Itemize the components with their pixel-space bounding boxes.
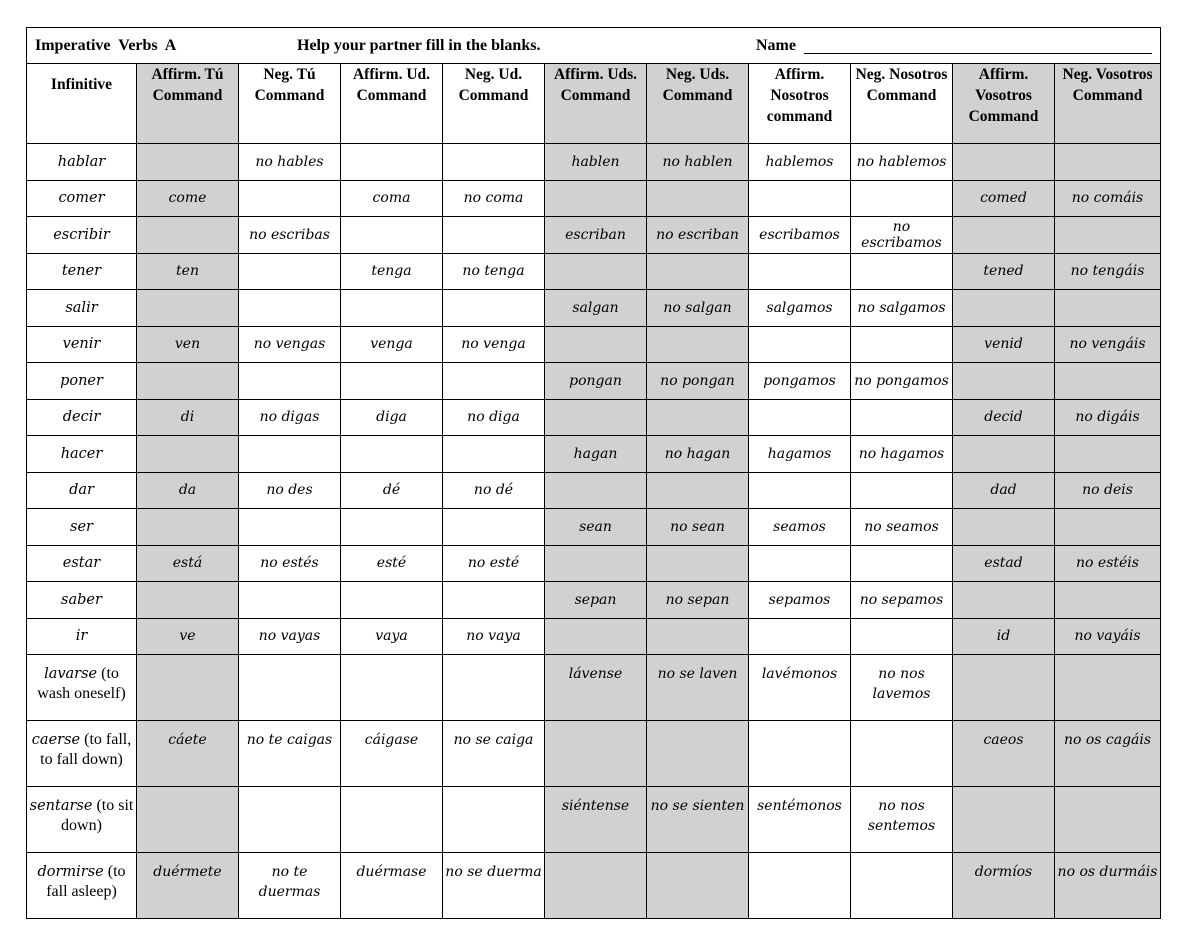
command-cell: no vayáis (1055, 618, 1161, 655)
command-cell[interactable] (545, 399, 647, 436)
command-cell[interactable] (647, 180, 749, 217)
command-cell: no salgan (647, 290, 749, 327)
command-cell: hablen (545, 144, 647, 181)
command-cell[interactable] (851, 180, 953, 217)
command-cell[interactable] (749, 253, 851, 290)
infinitive-cell (27, 217, 137, 254)
command-cell: diga (341, 399, 443, 436)
command-cell: lávense (545, 655, 647, 721)
command-cell[interactable] (647, 399, 749, 436)
command-cell[interactable] (851, 472, 953, 509)
command-cell: no se caiga (443, 721, 545, 787)
command-cell[interactable] (851, 326, 953, 363)
command-cell: salgamos (749, 290, 851, 327)
command-cell: no dé (443, 472, 545, 509)
command-cell: no estés (239, 545, 341, 582)
command-cell: cáigase (341, 721, 443, 787)
command-cell[interactable] (341, 582, 443, 619)
command-cell[interactable] (443, 787, 545, 853)
command-cell: sentémonos (749, 787, 851, 853)
command-cell: estad (953, 545, 1055, 582)
command-cell: no esté (443, 545, 545, 582)
command-cell: di (137, 399, 239, 436)
verb-row (27, 618, 1161, 655)
infinitive-cell (27, 509, 137, 546)
command-cell[interactable] (341, 144, 443, 181)
command-cell[interactable] (851, 618, 953, 655)
command-cell[interactable] (443, 509, 545, 546)
command-cell[interactable] (443, 144, 545, 181)
command-cell[interactable] (341, 509, 443, 546)
command-cell[interactable] (1055, 217, 1161, 254)
command-cell: hagamos (749, 436, 851, 473)
command-cell[interactable] (749, 472, 851, 509)
infinitive-text: lavarse (44, 666, 98, 682)
command-cell: decid (953, 399, 1055, 436)
command-cell: está (137, 545, 239, 582)
infinitive-cell (27, 144, 137, 181)
command-cell: come (137, 180, 239, 217)
command-cell[interactable] (239, 290, 341, 327)
command-cell: no des (239, 472, 341, 509)
command-cell: lavémonos (749, 655, 851, 721)
infinitive-gloss: (to wash oneself) (37, 665, 126, 702)
command-cell[interactable] (953, 582, 1055, 619)
command-cell: ven (137, 326, 239, 363)
infinitive-gloss: (to fall asleep) (46, 863, 126, 900)
command-cell[interactable] (137, 363, 239, 400)
command-cell: dé (341, 472, 443, 509)
command-cell[interactable] (545, 721, 647, 787)
command-cell: vaya (341, 618, 443, 655)
command-cell: ve (137, 618, 239, 655)
infinitive-cell (27, 655, 137, 721)
command-cell: no sepan (647, 582, 749, 619)
command-cell: sean (545, 509, 647, 546)
infinitive-text: decir (62, 409, 101, 426)
command-cell[interactable] (545, 326, 647, 363)
command-cell: no pongamos (851, 363, 953, 400)
infinitive-text: tener (61, 263, 102, 280)
command-cell: escribamos (749, 217, 851, 254)
command-cell[interactable] (341, 290, 443, 327)
command-cell[interactable] (953, 509, 1055, 546)
infinitive-cell (27, 436, 137, 473)
command-cell[interactable] (647, 853, 749, 919)
infinitive-text: dormirse (37, 864, 104, 880)
command-cell[interactable] (749, 545, 851, 582)
command-cell[interactable] (1055, 655, 1161, 721)
verb-row (27, 326, 1161, 363)
command-cell: salgan (545, 290, 647, 327)
command-cell: da (137, 472, 239, 509)
verb-row (27, 217, 1161, 254)
command-cell[interactable] (341, 217, 443, 254)
command-cell[interactable] (851, 253, 953, 290)
infinitive-cell (27, 787, 137, 853)
infinitive-gloss: (to sit down) (61, 797, 134, 834)
command-cell[interactable] (443, 363, 545, 400)
infinitive-cell (27, 253, 137, 290)
infinitive-cell (27, 363, 137, 400)
command-cell[interactable] (647, 253, 749, 290)
column-header: Affirm. Tú Command (137, 64, 239, 144)
infinitive-text: salir (65, 299, 98, 316)
command-cell: no hables (239, 144, 341, 181)
infinitive-cell (27, 582, 137, 619)
infinitive-cell (27, 545, 137, 582)
command-cell[interactable] (749, 180, 851, 217)
command-cell[interactable] (137, 582, 239, 619)
command-cell[interactable] (749, 721, 851, 787)
worksheet-title: Imperative Verbs A (35, 37, 177, 54)
command-cell: no deis (1055, 472, 1161, 509)
command-cell: id (953, 618, 1055, 655)
command-cell: no estéis (1055, 545, 1161, 582)
command-cell[interactable] (953, 655, 1055, 721)
command-cell: no hablen (647, 144, 749, 181)
worksheet-title-row (27, 28, 1161, 64)
column-header: Neg. Ud. Command (443, 64, 545, 144)
verb-row (27, 180, 1161, 217)
name-label: Name (756, 37, 796, 54)
command-cell: pongan (545, 363, 647, 400)
infinitive-cell (27, 721, 137, 787)
infinitive-cell (27, 853, 137, 919)
command-cell[interactable] (1055, 509, 1161, 546)
name-blank-line[interactable] (804, 53, 1152, 54)
command-cell[interactable] (137, 509, 239, 546)
command-cell[interactable] (953, 217, 1055, 254)
command-cell: caeos (953, 721, 1055, 787)
command-cell: no os durmáis (1055, 853, 1161, 919)
command-cell[interactable] (239, 787, 341, 853)
infinitive-text: hacer (60, 445, 103, 462)
command-cell: venid (953, 326, 1055, 363)
command-cell: seamos (749, 509, 851, 546)
command-cell: sepamos (749, 582, 851, 619)
command-cell[interactable] (851, 545, 953, 582)
infinitive-text: comer (58, 190, 105, 207)
column-header: Affirm. Uds. Command (545, 64, 647, 144)
command-cell: no salgamos (851, 290, 953, 327)
command-cell: no tengáis (1055, 253, 1161, 290)
infinitive-text: escribir (53, 226, 110, 243)
command-cell[interactable] (137, 655, 239, 721)
command-cell[interactable] (1055, 363, 1161, 400)
verb-row (27, 853, 1161, 919)
verb-row (27, 787, 1161, 853)
command-cell: no nos lavemos (851, 655, 953, 721)
command-cell: no te duermas (239, 853, 341, 919)
infinitive-cell (27, 290, 137, 327)
command-cell: cáete (137, 721, 239, 787)
command-cell[interactable] (239, 436, 341, 473)
command-cell: duérmete (137, 853, 239, 919)
command-cell[interactable] (443, 655, 545, 721)
column-header: Neg. Uds. Command (647, 64, 749, 144)
infinitive-text: poner (60, 372, 103, 389)
command-cell: sepan (545, 582, 647, 619)
command-cell[interactable] (341, 363, 443, 400)
column-header-row (27, 64, 1161, 144)
command-cell: esté (341, 545, 443, 582)
command-cell: duérmase (341, 853, 443, 919)
infinitive-cell (27, 399, 137, 436)
verb-row (27, 545, 1161, 582)
verb-worksheet-table (26, 27, 1161, 919)
command-cell[interactable] (443, 582, 545, 619)
command-cell[interactable] (647, 545, 749, 582)
command-cell[interactable] (851, 399, 953, 436)
command-cell: no te caigas (239, 721, 341, 787)
command-cell[interactable] (341, 655, 443, 721)
command-cell[interactable] (443, 217, 545, 254)
verb-row (27, 509, 1161, 546)
column-header: Neg. Tú Command (239, 64, 341, 144)
infinitive-text: ser (70, 518, 93, 535)
command-cell[interactable] (953, 436, 1055, 473)
command-cell[interactable] (137, 436, 239, 473)
command-cell[interactable] (137, 787, 239, 853)
command-cell: no tenga (443, 253, 545, 290)
command-cell: escriban (545, 217, 647, 254)
infinitive-text: dar (69, 482, 94, 499)
infinitive-text: ir (75, 628, 88, 645)
command-cell[interactable] (953, 363, 1055, 400)
verb-row (27, 436, 1161, 473)
column-header: Affirm. Vosotros Command (953, 64, 1055, 144)
verb-row (27, 144, 1161, 181)
command-cell: no hagamos (851, 436, 953, 473)
command-cell: no se sienten (647, 787, 749, 853)
command-cell: siéntense (545, 787, 647, 853)
command-cell[interactable] (1055, 144, 1161, 181)
command-cell: no coma (443, 180, 545, 217)
verb-row (27, 363, 1161, 400)
command-cell[interactable] (545, 853, 647, 919)
command-cell: no venga (443, 326, 545, 363)
verb-row (27, 290, 1161, 327)
command-cell: ten (137, 253, 239, 290)
verb-rows (27, 144, 1161, 919)
command-cell[interactable] (443, 436, 545, 473)
command-cell[interactable] (239, 363, 341, 400)
command-cell: no escriban (647, 217, 749, 254)
command-cell[interactable] (1055, 436, 1161, 473)
verb-row (27, 253, 1161, 290)
command-cell[interactable] (1055, 787, 1161, 853)
command-cell[interactable] (443, 290, 545, 327)
command-cell: no hagan (647, 436, 749, 473)
command-cell: no vaya (443, 618, 545, 655)
command-cell[interactable] (545, 545, 647, 582)
infinitive-cell (27, 472, 137, 509)
command-cell: venga (341, 326, 443, 363)
command-cell[interactable] (239, 582, 341, 619)
infinitive-text: hablar (57, 153, 106, 170)
command-cell[interactable] (137, 217, 239, 254)
command-cell: no se laven (647, 655, 749, 721)
command-cell: no se duerma (443, 853, 545, 919)
infinitive-text: caerse (31, 732, 81, 748)
infinitive-cell (27, 180, 137, 217)
column-header: Infinitive (27, 64, 137, 144)
infinitive-cell (27, 326, 137, 363)
infinitive-text: saber (61, 591, 102, 608)
command-cell[interactable] (137, 144, 239, 181)
worksheet-title-cell (27, 28, 1161, 64)
command-cell[interactable] (1055, 290, 1161, 327)
verb-row (27, 399, 1161, 436)
command-cell: tened (953, 253, 1055, 290)
command-cell[interactable] (953, 290, 1055, 327)
command-cell: dormíos (953, 853, 1055, 919)
verb-row (27, 721, 1161, 787)
column-header: Neg. Nosotros Command (851, 64, 953, 144)
command-cell: no vengáis (1055, 326, 1161, 363)
command-cell[interactable] (545, 180, 647, 217)
command-cell[interactable] (239, 253, 341, 290)
command-cell: dad (953, 472, 1055, 509)
command-cell[interactable] (545, 253, 647, 290)
command-cell: no hablemos (851, 144, 953, 181)
command-cell: pongamos (749, 363, 851, 400)
command-cell: tenga (341, 253, 443, 290)
command-cell[interactable] (545, 618, 647, 655)
command-cell[interactable] (545, 472, 647, 509)
command-cell[interactable] (749, 326, 851, 363)
command-cell: no digas (239, 399, 341, 436)
command-cell: no nos sentemos (851, 787, 953, 853)
command-cell[interactable] (647, 618, 749, 655)
command-cell[interactable] (851, 853, 953, 919)
command-cell: no escribamos (851, 217, 953, 254)
command-cell[interactable] (341, 787, 443, 853)
command-cell[interactable] (239, 655, 341, 721)
command-cell[interactable] (647, 721, 749, 787)
verb-row (27, 582, 1161, 619)
infinitive-text: sentarse (29, 798, 93, 814)
infinitive-cell (27, 618, 137, 655)
column-header: Neg. Vosotros Command (1055, 64, 1161, 144)
command-cell: no comáis (1055, 180, 1161, 217)
column-header: Affirm. Nosotros command (749, 64, 851, 144)
command-cell[interactable] (239, 180, 341, 217)
worksheet-instructions: Help your partner fill in the blanks. (297, 37, 541, 54)
infinitive-gloss: (to fall, to fall down) (40, 731, 132, 768)
command-cell[interactable] (749, 399, 851, 436)
command-cell: no sepamos (851, 582, 953, 619)
command-cell[interactable] (341, 436, 443, 473)
verb-row (27, 472, 1161, 509)
command-cell: no vengas (239, 326, 341, 363)
command-cell: no seamos (851, 509, 953, 546)
column-header: Affirm. Ud. Command (341, 64, 443, 144)
command-cell[interactable] (647, 326, 749, 363)
command-cell: no sean (647, 509, 749, 546)
command-cell[interactable] (239, 509, 341, 546)
command-cell: no vayas (239, 618, 341, 655)
verb-row (27, 655, 1161, 721)
command-cell[interactable] (749, 618, 851, 655)
command-cell[interactable] (953, 144, 1055, 181)
infinitive-text: venir (62, 336, 101, 353)
command-cell[interactable] (749, 853, 851, 919)
command-cell[interactable] (1055, 582, 1161, 619)
command-cell: no digáis (1055, 399, 1161, 436)
command-cell: hablemos (749, 144, 851, 181)
infinitive-text: estar (62, 555, 101, 572)
command-cell: hagan (545, 436, 647, 473)
command-cell[interactable] (137, 290, 239, 327)
command-cell: no pongan (647, 363, 749, 400)
command-cell: comed (953, 180, 1055, 217)
command-cell[interactable] (953, 787, 1055, 853)
command-cell[interactable] (851, 721, 953, 787)
command-cell: no os cagáis (1055, 721, 1161, 787)
command-cell: coma (341, 180, 443, 217)
command-cell: no escribas (239, 217, 341, 254)
command-cell: no diga (443, 399, 545, 436)
command-cell[interactable] (647, 472, 749, 509)
